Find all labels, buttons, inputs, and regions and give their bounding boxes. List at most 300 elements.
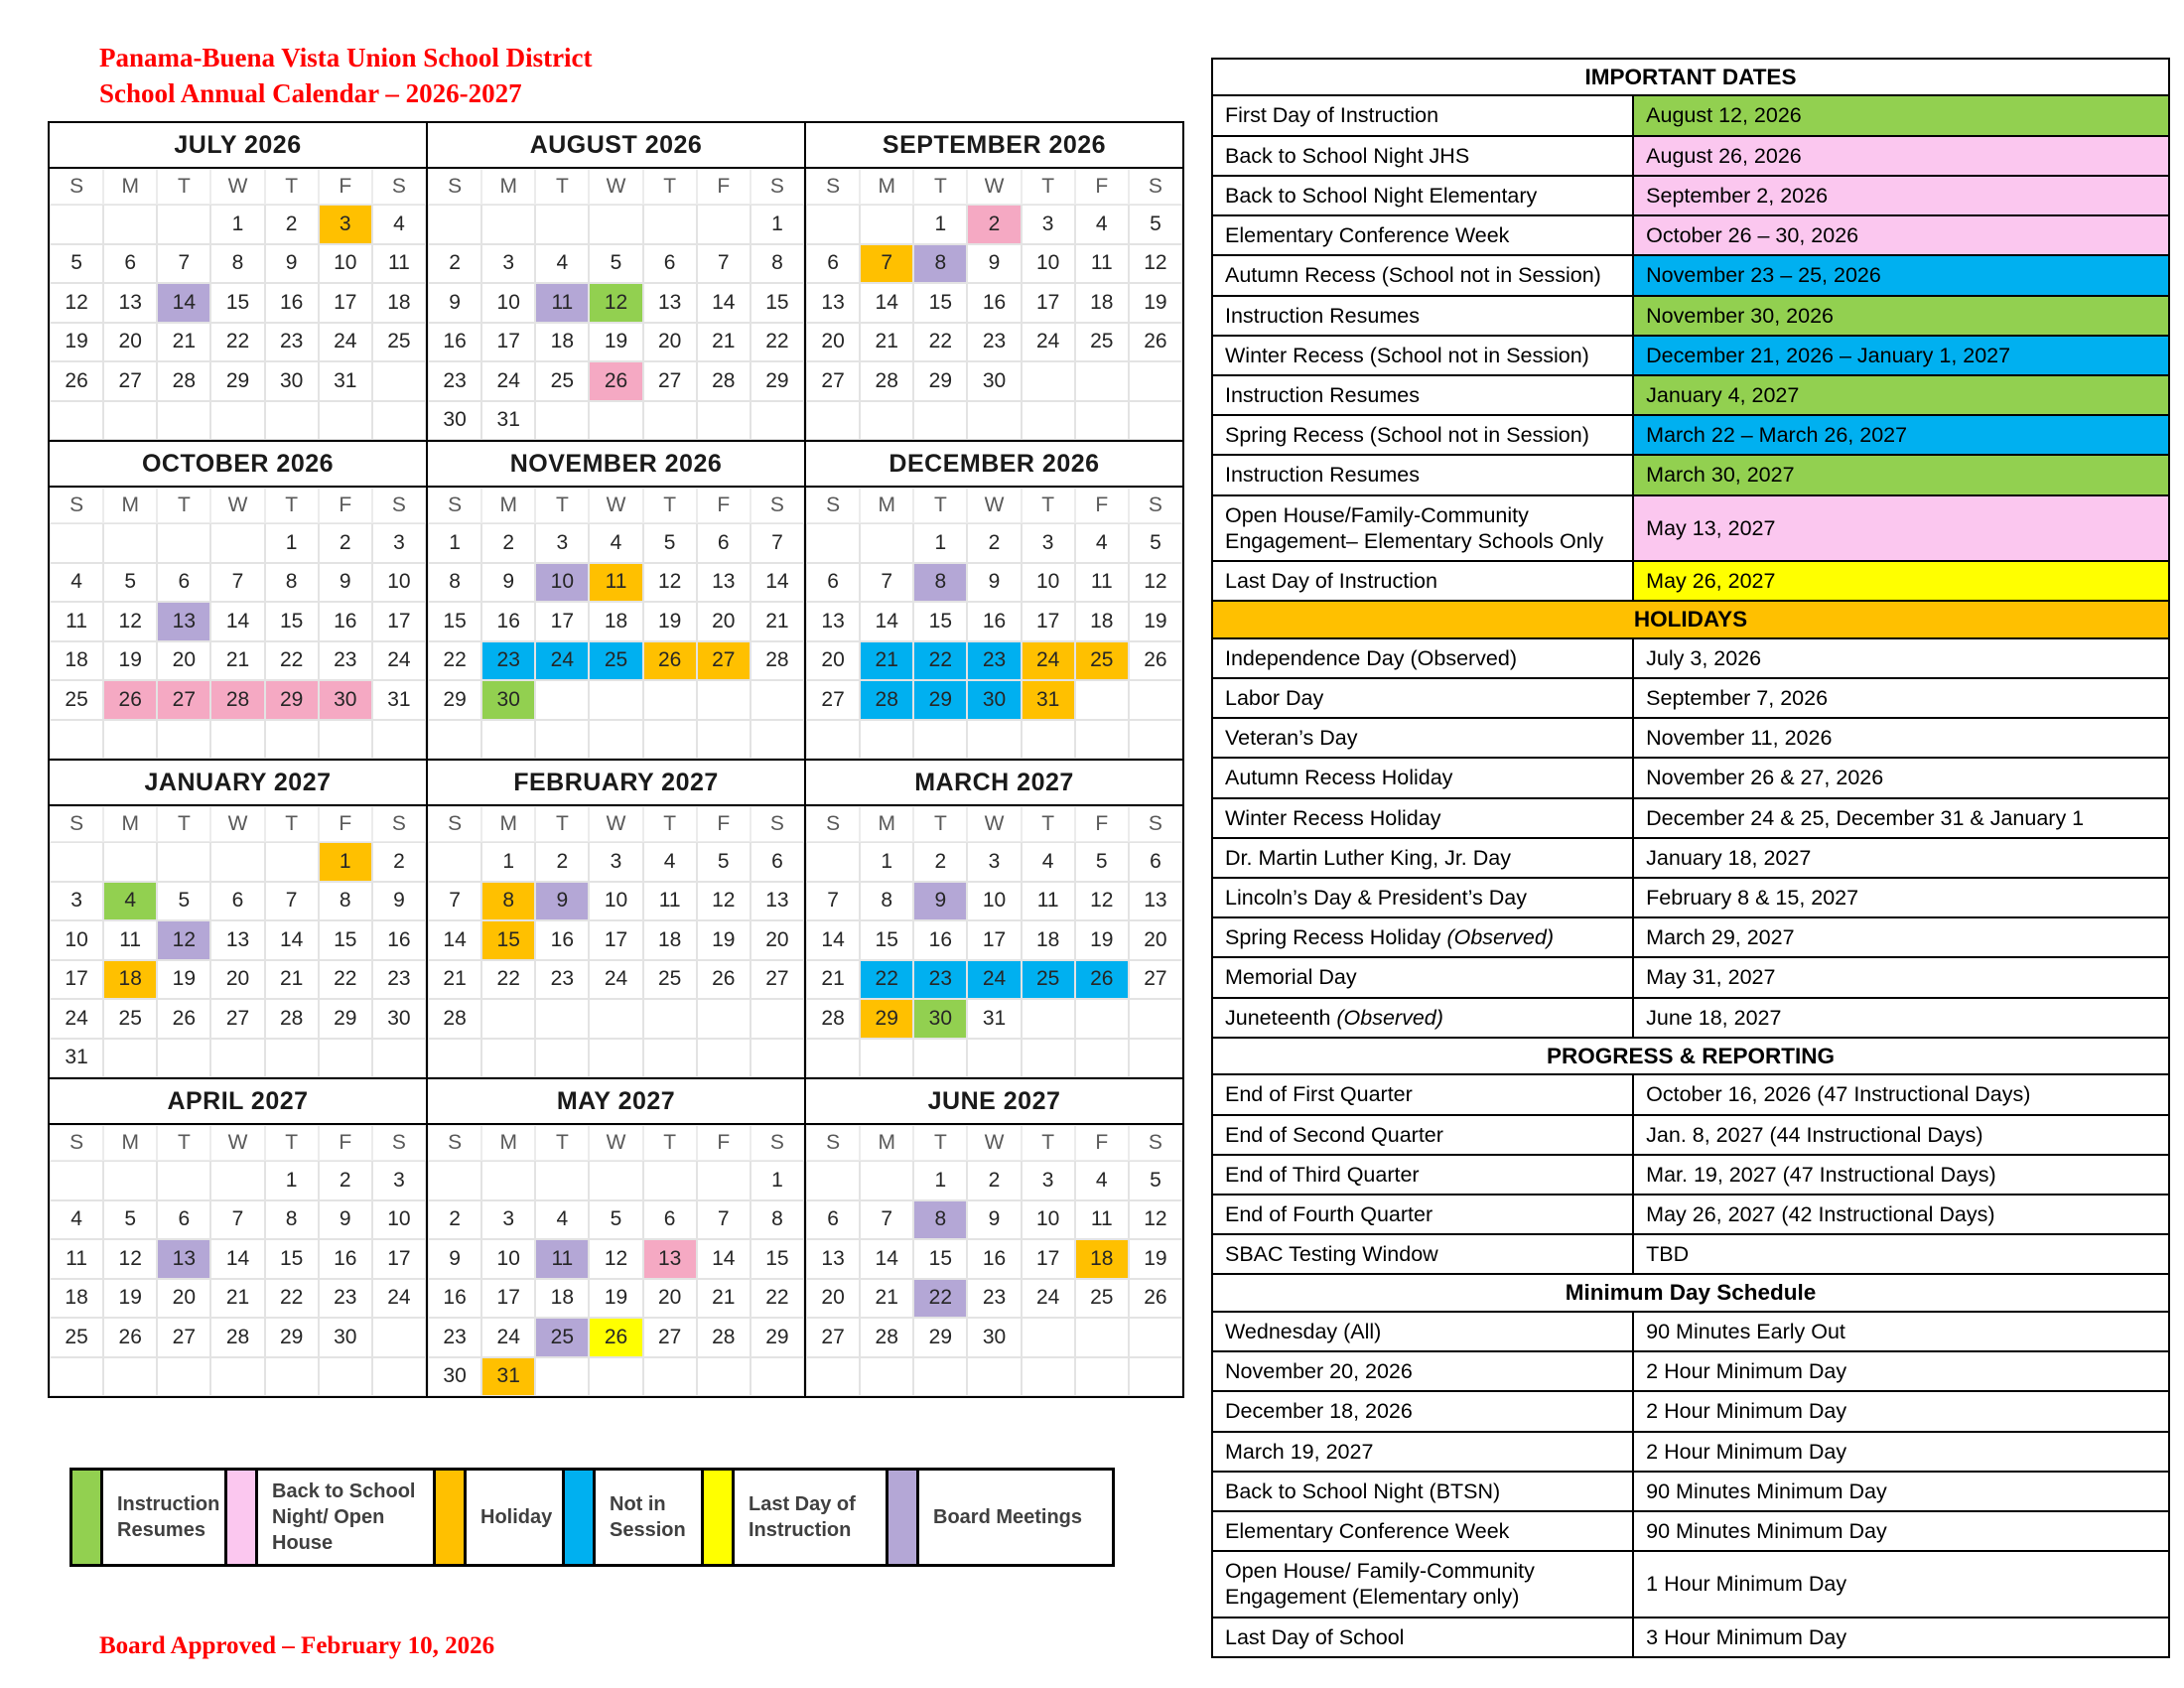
table-row xyxy=(1212,878,2169,917)
day-of-week-label: S xyxy=(50,806,103,842)
row-label: Independence Day (Observed) xyxy=(1212,638,1633,678)
day-of-week-label: T xyxy=(643,488,697,523)
day-cell: 19 xyxy=(697,920,751,960)
day-cell: 24 xyxy=(1022,641,1075,681)
row-value: 3 Hour Minimum Day xyxy=(1633,1618,2169,1657)
month-title-february-2027: FEBRUARY 2027 xyxy=(428,761,804,806)
day-cell: 21 xyxy=(697,323,751,362)
day-cell: 5 xyxy=(589,1200,642,1240)
row-value: 90 Minutes Early Out xyxy=(1633,1312,2169,1351)
day-cell: 27 xyxy=(751,960,804,1000)
day-cell: 25 xyxy=(589,641,642,681)
day-cell: 22 xyxy=(265,641,319,681)
day-cell xyxy=(157,401,210,441)
day-cell: 17 xyxy=(535,602,589,641)
day-cell: 18 xyxy=(643,920,697,960)
day-cell: 5 xyxy=(157,882,210,921)
day-cell xyxy=(697,1161,751,1200)
day-cell: 26 xyxy=(697,960,751,1000)
row-value: September 2, 2026 xyxy=(1633,176,2169,215)
day-cell: 3 xyxy=(535,523,589,563)
month-december-2026 xyxy=(805,441,1183,760)
day-cell: 28 xyxy=(697,361,751,401)
day-cell: 8 xyxy=(860,882,913,921)
day-cell: 20 xyxy=(643,323,697,362)
day-cell: 1 xyxy=(913,205,967,244)
day-cell: 20 xyxy=(157,641,210,681)
day-cell xyxy=(860,205,913,244)
day-cell: 4 xyxy=(1075,1161,1129,1200)
day-cell xyxy=(210,1161,264,1200)
day-of-week-label: M xyxy=(860,1125,913,1161)
day-of-week-row xyxy=(428,488,804,523)
day-cell xyxy=(210,1039,264,1078)
day-cell: 19 xyxy=(643,602,697,641)
day-cell: 13 xyxy=(697,563,751,603)
day-cell: 22 xyxy=(913,1279,967,1319)
day-of-week-label: M xyxy=(103,1125,157,1161)
legend-swatch-not-in-session xyxy=(562,1468,596,1567)
day-cell xyxy=(806,523,860,563)
day-cell: 4 xyxy=(535,244,589,284)
row-value: May 13, 2027 xyxy=(1633,495,2169,561)
day-cell: 28 xyxy=(860,680,913,720)
day-cell: 4 xyxy=(643,842,697,882)
day-cell: 5 xyxy=(1129,1161,1182,1200)
day-cell xyxy=(428,205,481,244)
day-cell: 17 xyxy=(372,1239,426,1279)
day-cell: 8 xyxy=(265,563,319,603)
day-cell: 29 xyxy=(913,361,967,401)
day-cell: 25 xyxy=(50,1318,103,1357)
day-of-week-label: T xyxy=(913,169,967,205)
day-cell: 3 xyxy=(319,205,372,244)
day-of-week-label: T xyxy=(157,488,210,523)
day-cell: 24 xyxy=(1022,1279,1075,1319)
day-of-week-label: S xyxy=(751,1125,804,1161)
day-cell: 3 xyxy=(967,842,1021,882)
table-row xyxy=(1212,1551,2169,1617)
day-cell xyxy=(535,999,589,1039)
day-cell: 9 xyxy=(319,1200,372,1240)
day-cell: 18 xyxy=(50,641,103,681)
table-row xyxy=(1212,255,2169,295)
section-row-holidays xyxy=(1212,601,2169,637)
legend-swatch-last-day-of-instruction xyxy=(701,1468,735,1567)
row-value: 2 Hour Minimum Day xyxy=(1633,1391,2169,1431)
day-cell: 30 xyxy=(967,361,1021,401)
day-cell xyxy=(643,1357,697,1397)
day-cell: 4 xyxy=(50,563,103,603)
day-cell: 3 xyxy=(589,842,642,882)
day-cell: 8 xyxy=(913,1200,967,1240)
day-cell: 1 xyxy=(481,842,535,882)
row-value: August 26, 2026 xyxy=(1633,136,2169,176)
table-row xyxy=(1212,998,2169,1038)
day-cell: 20 xyxy=(643,1279,697,1319)
day-cell xyxy=(1129,1318,1182,1357)
row-value: Jan. 8, 2027 (44 Instructional Days) xyxy=(1633,1115,2169,1155)
day-cell xyxy=(210,842,264,882)
day-cell xyxy=(806,720,860,760)
day-cell: 4 xyxy=(589,523,642,563)
day-cell xyxy=(1075,1318,1129,1357)
row-label: Spring Recess (School not in Session) xyxy=(1212,415,1633,455)
day-cell xyxy=(697,401,751,441)
day-of-week-label: T xyxy=(643,806,697,842)
day-cell: 4 xyxy=(1075,205,1129,244)
day-cell: 14 xyxy=(860,283,913,323)
day-cell xyxy=(265,1039,319,1078)
day-of-week-label: T xyxy=(265,488,319,523)
day-cell: 7 xyxy=(751,523,804,563)
day-cell: 18 xyxy=(1022,920,1075,960)
day-cell: 1 xyxy=(913,1161,967,1200)
month-days xyxy=(806,523,1182,759)
day-cell: 12 xyxy=(50,283,103,323)
day-cell: 12 xyxy=(1129,1200,1182,1240)
legend-label-not-in-session: Not in Session xyxy=(593,1468,704,1567)
day-cell: 7 xyxy=(210,563,264,603)
day-cell: 10 xyxy=(319,244,372,284)
day-cell: 5 xyxy=(50,244,103,284)
day-cell: 6 xyxy=(806,244,860,284)
day-of-week-label: W xyxy=(210,488,264,523)
day-cell: 23 xyxy=(967,1279,1021,1319)
day-cell xyxy=(265,1357,319,1397)
table-row xyxy=(1212,758,2169,797)
day-of-week-label: S xyxy=(751,806,804,842)
day-cell: 18 xyxy=(103,960,157,1000)
day-cell: 11 xyxy=(1075,1200,1129,1240)
day-cell: 14 xyxy=(751,563,804,603)
day-cell: 6 xyxy=(210,882,264,921)
day-cell: 29 xyxy=(428,680,481,720)
row-label: Veteran’s Day xyxy=(1212,718,1633,758)
day-cell: 8 xyxy=(265,1200,319,1240)
day-cell: 3 xyxy=(1022,523,1075,563)
day-cell xyxy=(589,999,642,1039)
day-of-week-label: S xyxy=(806,1125,860,1161)
day-cell: 6 xyxy=(751,842,804,882)
row-label: Back to School Night Elementary xyxy=(1212,176,1633,215)
day-cell: 23 xyxy=(913,960,967,1000)
day-cell: 10 xyxy=(589,882,642,921)
day-cell: 30 xyxy=(481,680,535,720)
day-cell: 21 xyxy=(860,641,913,681)
day-cell: 6 xyxy=(697,523,751,563)
day-cell xyxy=(265,720,319,760)
day-of-week-label: T xyxy=(157,1125,210,1161)
month-february-2027 xyxy=(427,760,805,1078)
day-cell: 5 xyxy=(1075,842,1129,882)
row-label: Instruction Resumes xyxy=(1212,455,1633,494)
day-cell: 18 xyxy=(50,1279,103,1319)
day-cell: 18 xyxy=(372,283,426,323)
day-of-week-label: F xyxy=(1075,169,1129,205)
section-header-holidays: HOLIDAYS xyxy=(1212,601,2169,637)
day-cell: 2 xyxy=(913,842,967,882)
row-value: October 16, 2026 (47 Instructional Days) xyxy=(1633,1074,2169,1114)
day-cell xyxy=(157,523,210,563)
day-cell: 27 xyxy=(643,361,697,401)
day-cell xyxy=(1129,1039,1182,1078)
observed-note: (Observed) xyxy=(1446,925,1555,950)
day-cell: 28 xyxy=(697,1318,751,1357)
day-cell: 19 xyxy=(103,1279,157,1319)
day-cell: 28 xyxy=(860,1318,913,1357)
day-cell: 2 xyxy=(967,1161,1021,1200)
day-cell xyxy=(50,842,103,882)
row-label: Elementary Conference Week xyxy=(1212,215,1633,255)
day-cell: 21 xyxy=(860,1279,913,1319)
month-july-2026 xyxy=(49,122,427,441)
day-of-week-label: T xyxy=(157,169,210,205)
day-of-week-label: S xyxy=(751,488,804,523)
day-cell: 12 xyxy=(589,283,642,323)
day-cell xyxy=(967,1039,1021,1078)
day-cell: 24 xyxy=(50,999,103,1039)
row-value: January 18, 2027 xyxy=(1633,838,2169,878)
day-cell xyxy=(697,680,751,720)
day-cell: 14 xyxy=(697,1239,751,1279)
day-cell xyxy=(1022,401,1075,441)
day-cell: 29 xyxy=(751,361,804,401)
day-cell: 30 xyxy=(967,680,1021,720)
day-of-week-label: F xyxy=(319,1125,372,1161)
day-cell xyxy=(860,523,913,563)
day-cell xyxy=(157,720,210,760)
day-cell xyxy=(535,720,589,760)
day-cell: 29 xyxy=(913,1318,967,1357)
day-cell: 31 xyxy=(1022,680,1075,720)
day-cell xyxy=(860,401,913,441)
day-of-week-label: T xyxy=(157,806,210,842)
day-cell: 2 xyxy=(535,842,589,882)
day-cell xyxy=(913,1039,967,1078)
day-cell xyxy=(1075,720,1129,760)
day-of-week-label: F xyxy=(697,488,751,523)
day-cell: 10 xyxy=(535,563,589,603)
table-row xyxy=(1212,838,2169,878)
month-days xyxy=(806,205,1182,440)
day-cell xyxy=(1075,999,1129,1039)
day-cell: 24 xyxy=(1022,323,1075,362)
table-row xyxy=(1212,1351,2169,1391)
day-cell: 27 xyxy=(1129,960,1182,1000)
day-of-week-label: W xyxy=(589,1125,642,1161)
day-of-week-label: F xyxy=(319,169,372,205)
calendar-year-subtitle: School Annual Calendar – 2026-2027 xyxy=(99,78,522,109)
day-cell: 2 xyxy=(428,244,481,284)
day-cell xyxy=(589,1161,642,1200)
row-value: November 23 – 25, 2026 xyxy=(1633,255,2169,295)
day-cell: 21 xyxy=(210,641,264,681)
day-cell: 6 xyxy=(157,563,210,603)
day-cell: 7 xyxy=(697,244,751,284)
day-cell xyxy=(481,1161,535,1200)
day-cell: 1 xyxy=(265,523,319,563)
day-cell: 26 xyxy=(1075,960,1129,1000)
row-value: September 7, 2026 xyxy=(1633,678,2169,718)
day-of-week-label: T xyxy=(265,1125,319,1161)
day-cell: 22 xyxy=(913,323,967,362)
row-label: Autumn Recess (School not in Session) xyxy=(1212,255,1633,295)
day-cell: 17 xyxy=(589,920,642,960)
day-cell: 20 xyxy=(806,641,860,681)
day-cell: 18 xyxy=(1075,1239,1129,1279)
month-may-2027 xyxy=(427,1078,805,1397)
annual-calendar-grid xyxy=(48,121,1184,1398)
day-of-week-label: M xyxy=(103,169,157,205)
day-cell: 19 xyxy=(1075,920,1129,960)
day-cell: 16 xyxy=(265,283,319,323)
day-cell: 5 xyxy=(1129,205,1182,244)
day-cell: 9 xyxy=(967,1200,1021,1240)
day-cell: 27 xyxy=(103,361,157,401)
day-cell: 18 xyxy=(589,602,642,641)
day-of-week-row xyxy=(50,806,426,842)
day-cell: 29 xyxy=(265,680,319,720)
day-cell xyxy=(535,205,589,244)
day-cell: 3 xyxy=(481,244,535,284)
day-cell: 17 xyxy=(481,1279,535,1319)
day-cell xyxy=(319,401,372,441)
day-of-week-label: T xyxy=(913,1125,967,1161)
day-of-week-label: F xyxy=(1075,1125,1129,1161)
day-cell: 26 xyxy=(589,361,642,401)
day-cell: 20 xyxy=(157,1279,210,1319)
day-cell: 1 xyxy=(913,523,967,563)
day-cell: 30 xyxy=(913,999,967,1039)
day-cell: 19 xyxy=(103,641,157,681)
day-cell xyxy=(50,1357,103,1397)
day-cell xyxy=(428,842,481,882)
day-cell xyxy=(913,401,967,441)
day-of-week-label: T xyxy=(265,806,319,842)
day-cell: 6 xyxy=(806,563,860,603)
day-cell: 8 xyxy=(913,563,967,603)
day-of-week-label: S xyxy=(806,488,860,523)
day-cell: 9 xyxy=(913,882,967,921)
day-cell: 17 xyxy=(1022,602,1075,641)
day-of-week-row xyxy=(806,806,1182,842)
table-row xyxy=(1212,176,2169,215)
month-days xyxy=(806,1161,1182,1396)
day-cell: 30 xyxy=(967,1318,1021,1357)
day-cell: 4 xyxy=(103,882,157,921)
day-cell xyxy=(806,1357,860,1397)
row-label: End of Third Quarter xyxy=(1212,1155,1633,1195)
day-cell: 24 xyxy=(372,1279,426,1319)
day-cell: 23 xyxy=(319,641,372,681)
day-cell: 25 xyxy=(535,1318,589,1357)
color-legend xyxy=(69,1468,1112,1567)
day-cell xyxy=(535,1357,589,1397)
day-cell xyxy=(643,205,697,244)
day-cell: 24 xyxy=(967,960,1021,1000)
day-cell: 26 xyxy=(1129,323,1182,362)
day-cell: 30 xyxy=(319,680,372,720)
day-cell xyxy=(157,1357,210,1397)
day-cell: 3 xyxy=(372,1161,426,1200)
day-cell: 27 xyxy=(210,999,264,1039)
day-cell xyxy=(210,523,264,563)
day-cell xyxy=(643,720,697,760)
row-value: August 12, 2026 xyxy=(1633,95,2169,135)
day-of-week-label: T xyxy=(643,169,697,205)
day-cell xyxy=(806,205,860,244)
day-cell: 25 xyxy=(1075,1279,1129,1319)
day-cell: 30 xyxy=(428,401,481,441)
row-value: May 26, 2027 xyxy=(1633,561,2169,601)
day-cell: 3 xyxy=(1022,1161,1075,1200)
day-cell: 2 xyxy=(428,1200,481,1240)
day-cell: 12 xyxy=(643,563,697,603)
day-cell: 6 xyxy=(806,1200,860,1240)
table-row xyxy=(1212,1391,2169,1431)
row-label: End of Fourth Quarter xyxy=(1212,1195,1633,1234)
month-january-2027 xyxy=(49,760,427,1078)
month-title-june-2027: JUNE 2027 xyxy=(806,1079,1182,1125)
document-title xyxy=(99,40,593,112)
day-cell: 14 xyxy=(210,602,264,641)
row-label: Dr. Martin Luther King, Jr. Day xyxy=(1212,838,1633,878)
table-row xyxy=(1212,1155,2169,1195)
day-cell: 20 xyxy=(1129,920,1182,960)
month-june-2027 xyxy=(805,1078,1183,1397)
day-cell: 10 xyxy=(372,563,426,603)
day-cell: 5 xyxy=(697,842,751,882)
board-approved-note: Board Approved – February 10, 2026 xyxy=(99,1632,495,1659)
table-row xyxy=(1212,136,2169,176)
day-cell: 30 xyxy=(265,361,319,401)
row-label: End of Second Quarter xyxy=(1212,1115,1633,1155)
day-cell: 19 xyxy=(157,960,210,1000)
day-cell: 22 xyxy=(751,1279,804,1319)
day-cell: 24 xyxy=(481,361,535,401)
day-cell xyxy=(535,1161,589,1200)
day-cell: 28 xyxy=(806,999,860,1039)
day-cell: 9 xyxy=(372,882,426,921)
day-of-week-label: F xyxy=(319,806,372,842)
day-cell xyxy=(372,720,426,760)
day-cell: 8 xyxy=(428,563,481,603)
day-cell: 16 xyxy=(967,1239,1021,1279)
month-title-october-2026: OCTOBER 2026 xyxy=(50,442,426,488)
day-cell xyxy=(751,1357,804,1397)
day-cell: 20 xyxy=(697,602,751,641)
day-cell: 22 xyxy=(481,960,535,1000)
day-cell xyxy=(372,361,426,401)
day-cell: 16 xyxy=(372,920,426,960)
row-label: Elementary Conference Week xyxy=(1212,1511,1633,1551)
row-value: TBD xyxy=(1633,1234,2169,1274)
month-days xyxy=(50,1161,426,1396)
day-of-week-label: S xyxy=(428,169,481,205)
table-row xyxy=(1212,375,2169,415)
month-days xyxy=(428,523,804,759)
day-cell: 23 xyxy=(265,323,319,362)
day-cell: 14 xyxy=(806,920,860,960)
table-row xyxy=(1212,1312,2169,1351)
row-label: Winter Recess (School not in Session) xyxy=(1212,336,1633,375)
day-of-week-label: M xyxy=(103,806,157,842)
month-days xyxy=(428,1161,804,1396)
day-cell: 28 xyxy=(751,641,804,681)
day-cell: 2 xyxy=(319,1161,372,1200)
day-cell xyxy=(860,1039,913,1078)
